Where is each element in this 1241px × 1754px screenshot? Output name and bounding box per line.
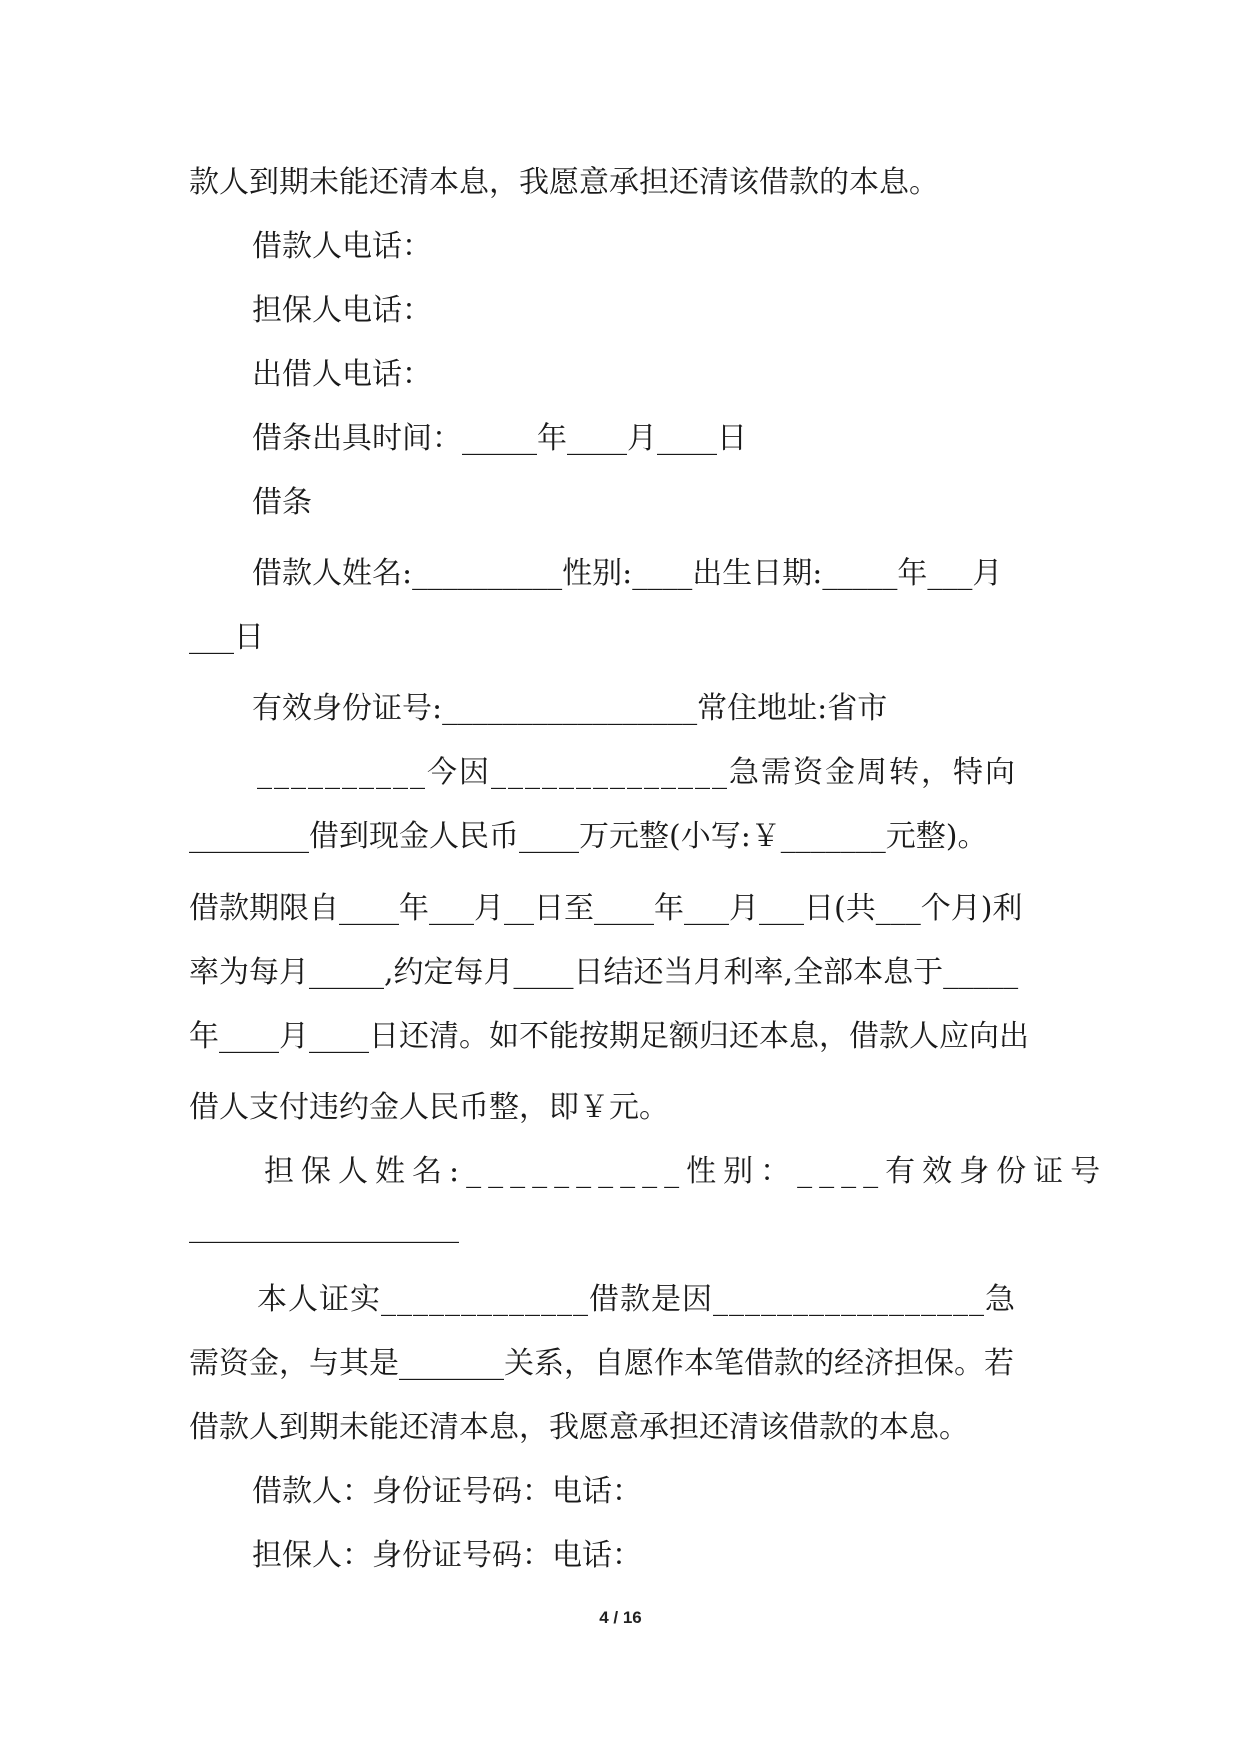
paragraph-line: 年____月____日还清。如不能按期足额归还本息，借款人应向出: [189, 1019, 1029, 1054]
paragraph-line: __________________: [189, 1209, 459, 1244]
paragraph-line: 款人到期未能还清本息，我愿意承担还清该借款的本息。: [189, 165, 939, 200]
paragraph-line: ___日: [189, 620, 264, 655]
borrower-phone-line: 借款人电话：: [252, 229, 432, 264]
borrower-signature-line: 借款人：身份证号码：电话：: [252, 1474, 642, 1509]
paragraph-line: 借款期限自____年___月__日至____年___月___日(共___个月)利: [189, 891, 1023, 926]
paragraph-line: 率为每月_____,约定每月____日结还当月利率,全部本息于_____: [189, 955, 1019, 990]
paragraph-line: 本人证实_____________借款是因_________________急: [257, 1282, 1016, 1317]
guarantor-phone-line: 担保人电话：: [252, 293, 432, 328]
page-number: 4 / 16: [599, 1608, 642, 1627]
guarantor-name-line: 担保人姓名:__________性别：____有效身份证号: [264, 1154, 1108, 1189]
borrower-name-line: 借款人姓名:__________性别:____出生日期:_____年___月: [252, 556, 1003, 591]
id-address-line: 有效身份证号:_________________常住地址:省市: [252, 691, 888, 726]
paragraph-line: 借人支付违约金人民币整，即￥元。: [189, 1090, 669, 1125]
paragraph-line: 需资金，与其是_______关系，自愿作本笔借款的经济担保。若: [189, 1346, 1014, 1381]
paragraph-line: ________借到现金人民币____万元整(小写:￥_______元整)。: [189, 819, 988, 854]
paragraph-line: 借款人到期未能还清本息，我愿意承担还清该借款的本息。: [189, 1410, 969, 1445]
lender-phone-line: 出借人电话：: [252, 357, 432, 392]
issue-date-line: 借条出具时间：_____年____月____日: [252, 421, 747, 456]
guarantor-signature-line: 担保人：身份证号码：电话：: [252, 1538, 642, 1573]
paragraph-line: __________今因______________急需资金周转，特向: [257, 755, 1017, 790]
section-title: 借条: [252, 485, 312, 520]
